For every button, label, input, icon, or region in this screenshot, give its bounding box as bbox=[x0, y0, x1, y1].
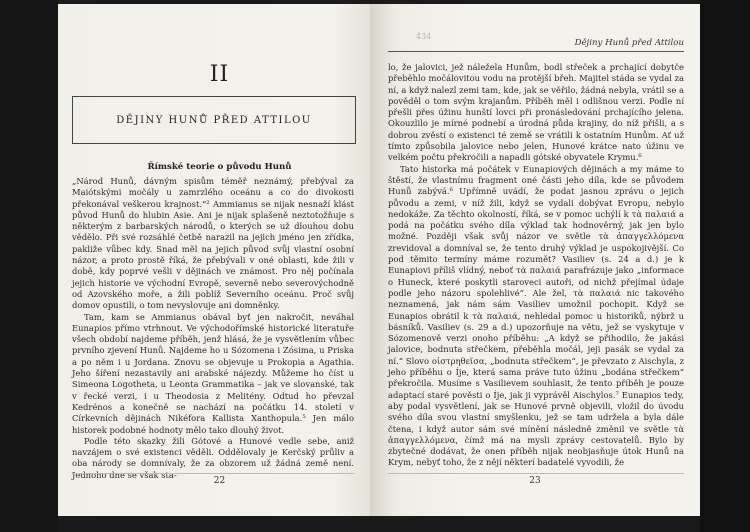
paragraph: „Národ Hunů, dávným spisům téměř neznámý, přebýval za Maiótskými močály u zamrzlého oceánu a co do divokosti překonával veškerou krajnost.“² Ammianus se nijak nesnaží klást původ Hunů do hlubin Asie. Ani je nijak splašeně neztotožňuje s některým z barbarských národů, o kterých se už dlouhou dobu vědělo. Při své rozsáhlé četbě narazil na jejich jméno jen zřídka, pakliže vůbec kdy. Snad měl na jejich původ svůj vlastní osobní názor, a proto prostě říká, že přebývali v oné oblasti, kde žili v době, kdy poprvé vešli v dějinách ve známost. Pro něj počínala jejich historie ve východní Evropě, severně nebo severovýchodně od Azovského moře, a žili poblíž Severního oceánu. Proč svůj domov opustili, o tom nevyslovuje ani domněnky. bbox=[72, 176, 354, 311]
book-spine-background bbox=[0, 0, 58, 532]
right-body-text bbox=[388, 62, 684, 469]
left-body-text bbox=[72, 176, 354, 481]
header-rule bbox=[388, 51, 684, 52]
paragraph: Podle této skazky žili Gótové a Hunové vedle sebe, aniž navzájem o své existenci věděli. Oddělovaly je Kerčský průliv a oba národy se domnívaly, že za obzorem už žádná země není. Jednoho dne se však sta- bbox=[72, 435, 354, 480]
right-page bbox=[370, 4, 700, 516]
paragraph: Tato historka má počátek v Eunapiových dějinách a my máme to štěstí, že vlastnímu fragment oné části jeho díla, kde se původem Hunů zabývá.⁶ Upřímně uvádí, že podat jasnou zprávu o jejich původu a zemi, v níž žili, když se vydali dobývat Evropu, nebylo nedokáže. Za těchto okolností, říká, se v pomoc uchýlí k τὰ παλαιά a podá na počátku svého díla výklad tak hodnověrný, jak jen bylo možné. Později však svůj názor ve světle τὰ ἀπαγγελλόμενα zrevidoval a domníval se, že tento druhý výklad je uspokojivější. Co pod těmito termíny máme rozumět? Vasiliev (s. 24 a d.) je k Eunapiovi příliš vlídný, neboť τὰ παλαιά parafrázuje jako „informace o Huneck, které poskytli staroveci autoři, od nichž přejímal údaje podle jeho názoru spolehlivé“. Ale žel, τὰ παλαιά nic takového neznamená, jak nám sám Vasiliev umožnil pochopit. Když se Eunapios obrátil k τὰ παλαιά, nehledal pomoc u historiků, nýbrž u básníků. Vasiliev (s. 29 a d.) upozorňuje na větu, jež se vyskytuje v Sózomenově verzi onoho příběhu: „A když se přihodilo, že jakási jalovice, bodnuta střečkem, přeběhla močál, jeji pasák se vydal za ní.“ Slovo οἰστρηθεῖσα, „bodnuta střečkem“, je převzato z Aischyla, z jeho příběhu o Íje, která sama práve tuto úžinu „bodána střečkem“ překročila. Musíme s Vasilievem souhlasit, že tento příběh je pouze adaptací staré pověsti o Íje, jak ji vyprávěl Aischylos.⁷ Eunapios tedy, aby podal vysvětlení, jak se Hunové prvně objevili, vložil do úvodu svého díla svou vlastní smyšlenku, jež se tam udržela a byla dále čtena, i když autor sám své mínění následně změnil ve světle τὰ ἀπαγγελλόμενα, čímž má na mysli zprávy cestovatelů. Bylo by zbytečné dodávat, že onen příběh nijak neobjasňuje útok Hunů na Krym, nebyť toho, že z nějí některí badatelé vyvodili, že bbox=[388, 163, 684, 468]
chapter-number: II bbox=[209, 62, 230, 87]
chapter-title: DĚJINY HUNŮ PŘED ATTILOU bbox=[72, 96, 356, 144]
paragraph: lo, že jalovici, jež náležela Hunům, bodl střeček a prchající dobytče přeběhlo močálovitou vodu na protější břeh. Majitel stáda se vydal za ní, a když nalezl zemi tam, kde, jak se věřilo, žádná nebyla, vrátil se a pověděl o tom svým krajanům. Příběh měl i odlišnou verzi. Podle ní přešli přes úžinu hunští lovci při pronásledování prchajícího jelena. Okouzlilo je mírné podnebí a úrodná půda krajiny, do níž přišli, a s dobrou zvěstí o existenci té země se vrátili k ostatním Hunům. Ať už tímto způsobila jalovice nebo jelen, Hunové krátce nato úžinu ve velkém počtu překročili a napadli gótské obyvatele Krymu.⁶ bbox=[388, 62, 684, 163]
page-number: 22 bbox=[213, 476, 226, 486]
pencil-mark: 434 bbox=[416, 32, 432, 41]
footer-rule bbox=[388, 473, 684, 474]
section-title: Římské teorie o původu Hunů bbox=[147, 162, 292, 172]
page-number: 23 bbox=[529, 476, 541, 486]
paragraph: Tam, kam se Ammianus obával byť jen nakročit, neváhal Eunapios přímo vtrhnout. Ve východořímské historické literatuře všech období najdeme příběh, jenž hlásá, že je vysvětlením vůbec prvního zjevení Hunů. Najdeme ho u Sózomena i Zósima, u Priska a po něm i u Jordana. Znovu se objevuje u Prokopia a Agathia. Jeho šíření nezastavily ani arabské nájezdy. Můžeme ho číst u Simeona Logotheta, u Leonta Grammatika – jak ve slovanské, tak v řecké verzi, i u Theodosia z Melitény. Odtud ho převzal Kedrénos a konečně se nachází na počátku 14. století v Církevních dějinách Nikéfora Kallista Xanthopula.⁵ Jen málo historek podobné hodnoty mělo tako dlouhý život. bbox=[72, 311, 354, 435]
background-edge bbox=[700, 0, 750, 532]
left-page bbox=[58, 4, 382, 516]
running-head: Dějiny Hunů před Attilou bbox=[574, 38, 684, 48]
footer-rule bbox=[72, 473, 354, 474]
